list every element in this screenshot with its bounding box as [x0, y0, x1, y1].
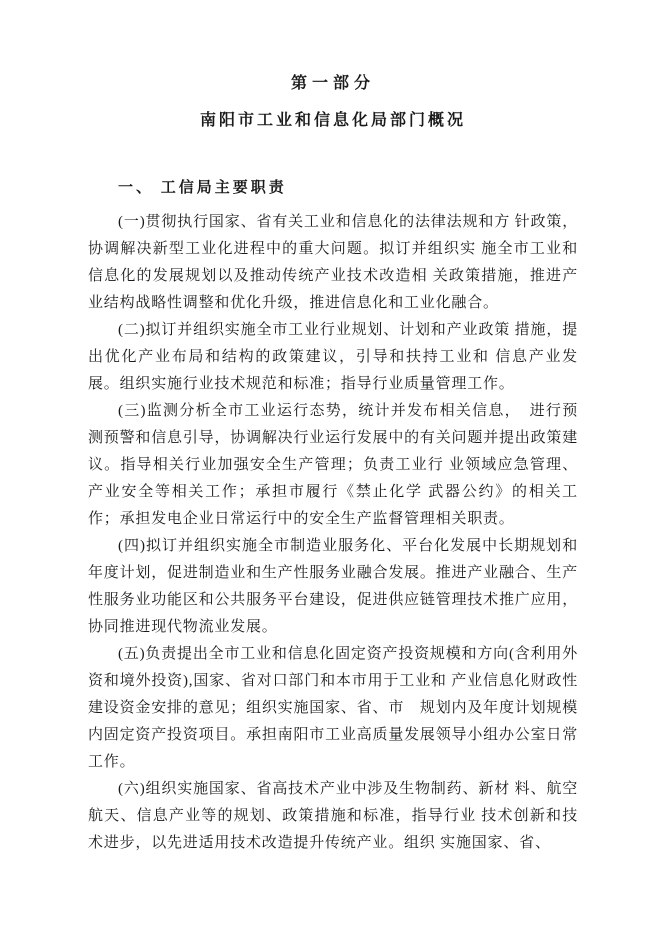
- paragraph-6: (六)组织实施国家、省高技术产业中涉及生物制药、新材 料、航空航天、信息产业等的规划、政策措施和标准，指导行业 技术创新和技术进步，以先进适用技术改造提升传统产业。组织 实施国家、省、: [88, 781, 578, 851]
- paragraph-5: (五)负责提出全市工业和信息化固定资产投资规模和方向(含利用外资和境外投资),国家、省对口部门和本市用于工业和 产业信息化财政性建设资金安排的意见；组织实施国家、省、市 规划内及年度计划规模内固定资产投资项目。承担南阳市工业高质量发展领导小组办公室日常工作。: [88, 646, 578, 770]
- document-title: 南阳市工业和信息化局部门概况: [199, 112, 466, 129]
- paragraph-3: (三)监测分析全市工业运行态势，统计并发布相关信息， 进行预测预警和信息引导，协调解决行业运行发展中的有关问题并提出政策建议。指导相关行业加强安全生产管理；负责工业行 业领域应急管理、产业安全等相关工作；承担市履行《禁止化学 武器公约》的相关工作；承担发电企业日常运行中的安全生产监督管理相关职责。: [88, 403, 578, 527]
- paragraph-4: (四)拟订并组织实施全市制造业服务化、平台化发展中长期规划和年度计划，促进制造业和生产性服务业融合发展。推进产业融合、生产性服务业功能区和公共服务平台建设，促进供应链管理技术推广应用，协同推进现代物流业发展。: [88, 538, 578, 635]
- paragraph-2: (二)拟订并组织实施全市工业行业规划、计划和产业政策 措施，提出优化产业布局和结构的政策建议，引导和扶持工业和 信息产业发展。组织实施行业技术规范和标准；指导行业质量管理工作。: [88, 322, 578, 392]
- paragraph-1: (一)贯彻执行国家、省有关工业和信息化的法律法规和方 针政策，协调解决新型工业化进程中的重大问题。拟订并组织实 施全市工业和信息化的发展规划以及推动传统产业技术改造相 关政策措施，推进产业结构战略性调整和优化升级，推进信息化和工业化融合。: [88, 214, 578, 311]
- part-title: 第一部分: [290, 75, 375, 92]
- section-heading: 一、 工信局主要职责: [118, 180, 287, 196]
